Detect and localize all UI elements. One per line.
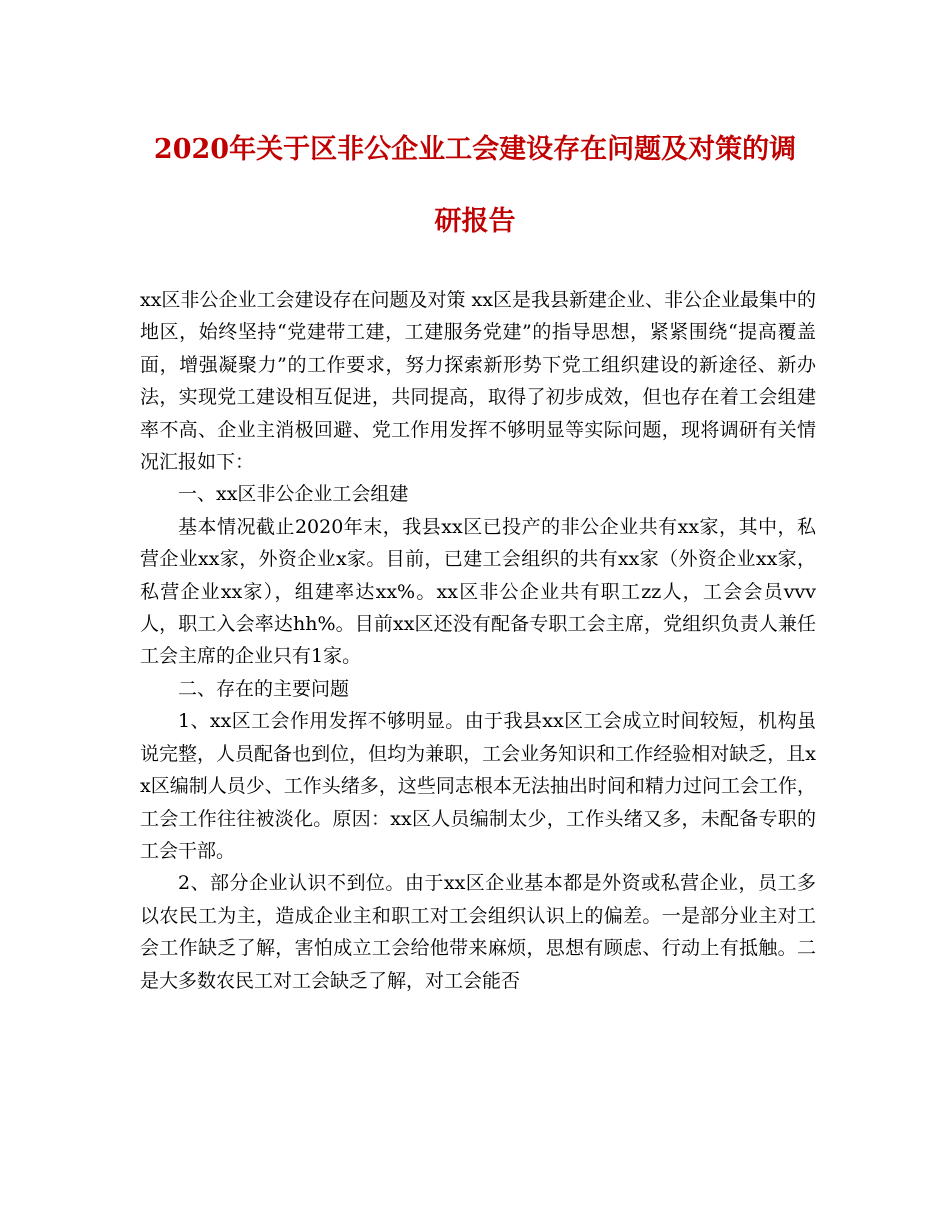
document-title-line-1: 2020年关于区非公企业工会建设存在问题及对策的调 — [153, 134, 797, 165]
problem-2-paragraph: 2、部分企业认识不到位。由于xx区企业基本都是外资或私营企业，员工多以农民工为主，造成企业主和职工对工会组织认识上的偏差。一是部分业主对工会工作缺乏了解，害怕成立工会给他带来麻烦，思想有顾虑、行动上有抵触。二是大多数农民工对工会缺乏了解，对工会能否 — [140, 872, 816, 992]
basic-situation-paragraph: 基本情况截止2020年末，我县xx区已投产的非公企业共有xx家，其中，私营企业xx家，外资企业x家。目前，已建工会组织的共有xx家（外资企业xx家，私营企业xx家），组建率达xx%。xx区非公企业共有职工zz人，工会会员vvv人，职工入会率达hh%。目前xx区还没有配备专职工会主席，党组织负责人兼任工会主席的企业只有1家。 — [140, 515, 816, 668]
problem-1-paragraph: 1、xx区工会作用发挥不够明显。由于我县xx区工会成立时间较短，机构虽说完整，人员配备也到位，但均为兼职，工会业务知识和工作经验相对缺乏，且xx区编制人员少、工作头绪多，这些同志根本无法抽出时间和精力过问工会工作，工会工作往往被淡化。原因：xx区人员编制太少，工作头绪又多，未配备专职的工会干部。 — [140, 710, 816, 862]
document-body — [140, 284, 816, 997]
intro-paragraph: xx区非公企业工会建设存在问题及对策 xx区是我县新建企业、非公企业最集中的地区，始终坚持“党建带工建，工建服务党建”的指导思想，紧紧围绕“提高覆盖面，增强凝聚力”的工作要求，努力探索新形势下党工组织建设的新途径、新办法，实现党工建设相互促进，共同提高，取得了初步成效，但也存在着工会组建率不高、企业主消极回避、党工作用发挥不够明显等实际问题，现将调研有关情况汇报如下： — [140, 289, 816, 474]
section-heading-1: 一、xx区非公企业工会组建 — [178, 483, 409, 506]
document-title-line-2: 研报告 — [434, 206, 516, 237]
section-heading-2: 二、存在的主要问题 — [178, 677, 350, 700]
